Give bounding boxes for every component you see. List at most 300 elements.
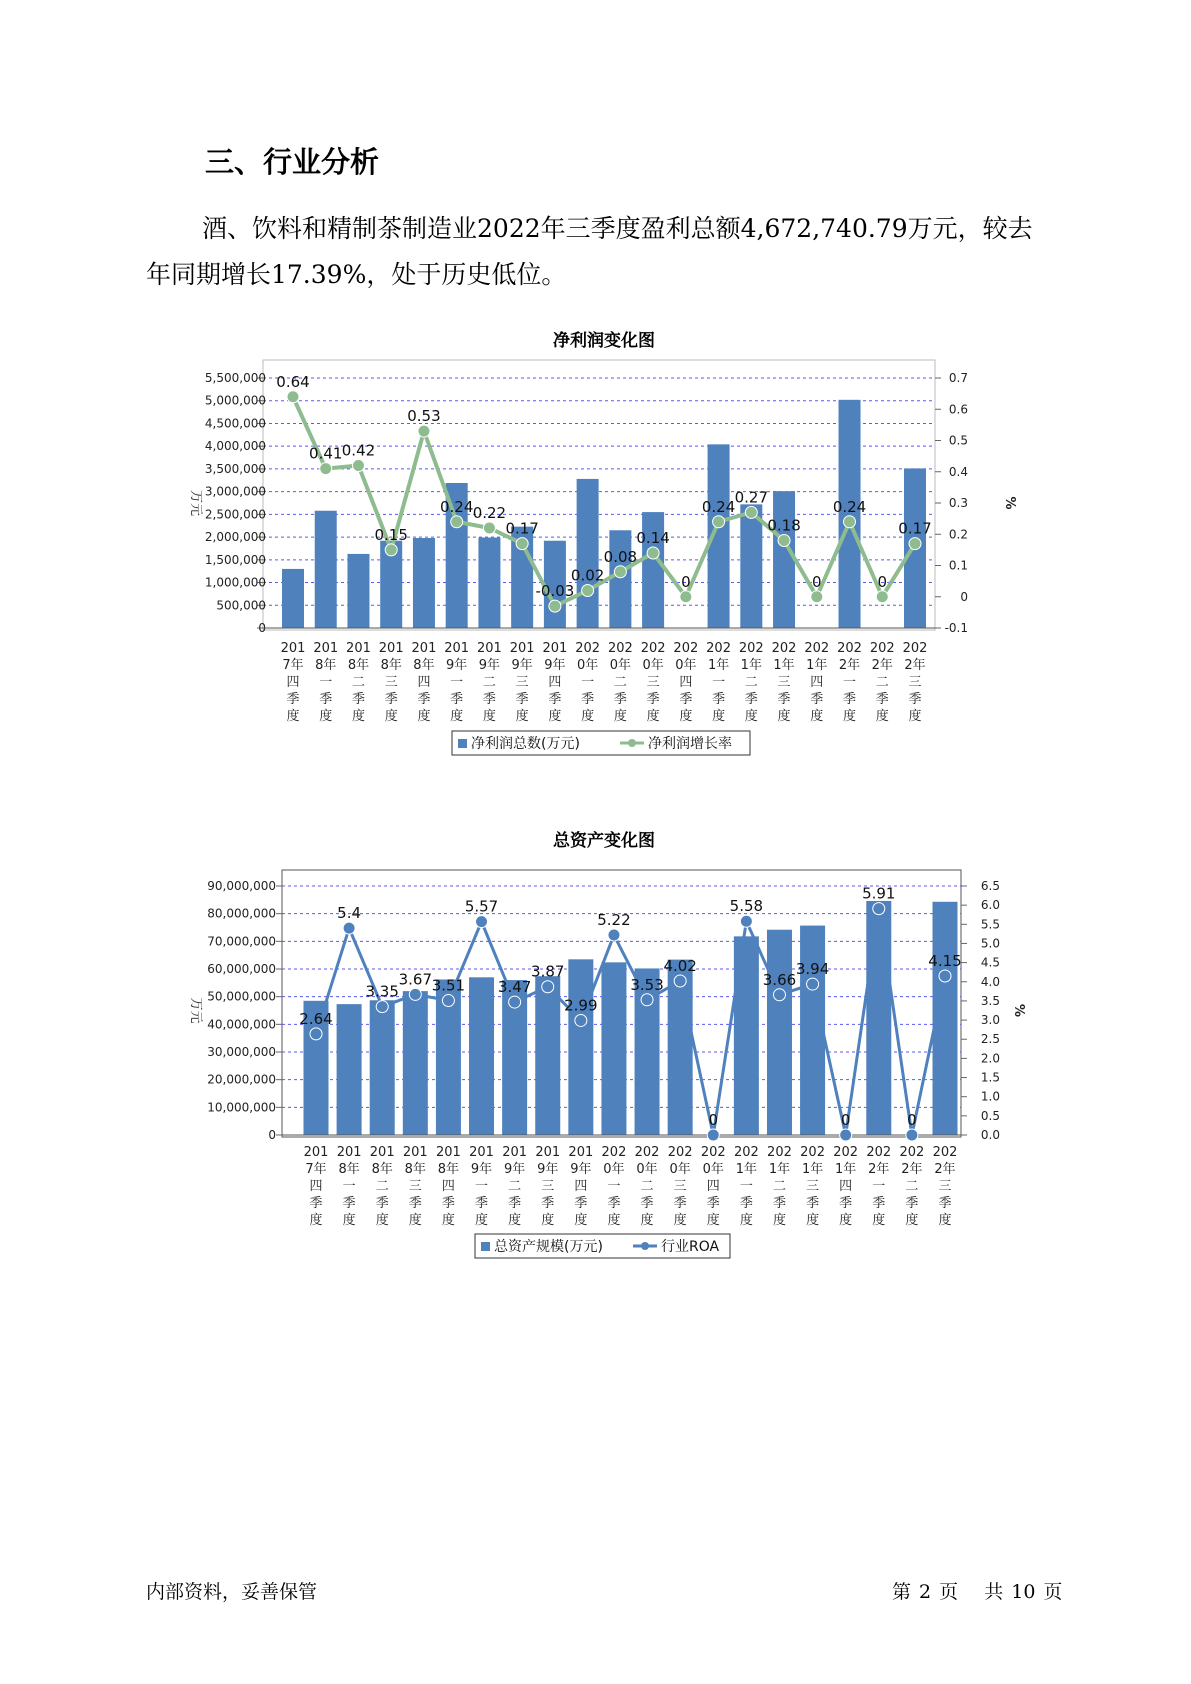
category-label: 202 (833, 1145, 859, 1160)
y2-tick-label: 2.5 (980, 1032, 1000, 1047)
category-label: 201 (542, 641, 568, 656)
y2-tick-label: 0.3 (948, 496, 968, 510)
y-tick-label: 80,000,000 (207, 906, 276, 921)
data-label: 2.64 (299, 1009, 333, 1028)
y-tick-label: 5,000,000 (204, 393, 266, 408)
category-label: 季 (872, 1196, 886, 1211)
category-label: 三 (541, 1179, 555, 1194)
category-label: 季 (839, 1196, 853, 1211)
category-label: 季 (581, 692, 595, 707)
data-label: 5.91 (862, 884, 896, 903)
y-tick-label: 10,000,000 (207, 1100, 276, 1115)
y2-tick-label: 3.0 (980, 1013, 1000, 1028)
data-label: 5.4 (337, 904, 362, 923)
category-label: 0年 (603, 1162, 625, 1177)
page-prefix: 第 (892, 1581, 912, 1603)
category-label: 201 (436, 1145, 461, 1160)
line-marker (906, 1129, 918, 1141)
category-label: 季 (574, 1196, 588, 1211)
category-label: 度 (772, 1213, 786, 1228)
category-label: 度 (640, 1213, 654, 1228)
category-label: 202 (601, 1145, 627, 1160)
category-label: 一 (319, 675, 333, 690)
category-label: 季 (777, 692, 791, 707)
data-label: 0.24 (439, 497, 474, 516)
category-label: 二 (744, 675, 758, 690)
line-marker (840, 1129, 852, 1141)
line-marker (310, 1028, 322, 1040)
category-label: 二 (508, 1179, 522, 1194)
category-label: 季 (810, 692, 824, 707)
category-label: 季 (450, 692, 464, 707)
category-label: 季 (739, 1196, 753, 1211)
line-marker (773, 989, 785, 1001)
data-label: 0.17 (898, 519, 932, 538)
category-label: 三 (806, 1179, 820, 1194)
category-label: 度 (408, 1213, 422, 1228)
data-label: 0 (812, 572, 822, 591)
category-label: 度 (908, 709, 922, 724)
category-label: 季 (875, 692, 889, 707)
category-label: 0年 (636, 1162, 658, 1177)
category-label: 1年 (707, 658, 730, 673)
data-label: -0.03 (535, 582, 575, 601)
y2-tick-label: 3.5 (980, 993, 1000, 1008)
category-label: 201 (568, 1145, 594, 1160)
category-label: 度 (739, 1213, 753, 1228)
data-label: 0 (907, 1111, 917, 1129)
line-marker (542, 981, 554, 993)
y-axis-label: 万元 (188, 997, 203, 1024)
category-label: 度 (646, 709, 660, 724)
category-label: 201 (535, 1145, 561, 1160)
category-label: 四 (441, 1179, 455, 1194)
category-label: 度 (441, 1213, 455, 1228)
category-label: 202 (804, 641, 830, 656)
category-label: 202 (869, 641, 895, 656)
category-label: 二 (905, 1179, 919, 1194)
data-label: 0.42 (341, 441, 376, 460)
category-label: 一 (607, 1179, 621, 1194)
category-label: 一 (843, 675, 857, 690)
category-label: 202 (575, 641, 601, 656)
category-label: 度 (706, 1213, 720, 1228)
category-label: 季 (679, 692, 693, 707)
category-label: 2年 (868, 1162, 890, 1177)
data-label: 0.22 (472, 504, 507, 522)
category-label: 季 (286, 692, 300, 707)
category-label: 二 (875, 675, 889, 690)
category-label: 一 (872, 1179, 886, 1194)
category-label: 度 (375, 1213, 389, 1228)
category-label: 度 (548, 709, 562, 724)
bar (734, 936, 759, 1135)
category-label: 季 (772, 1196, 786, 1211)
data-label: 4.02 (663, 957, 697, 976)
data-label: 3.47 (497, 978, 532, 997)
category-label: 四 (417, 675, 431, 690)
section-heading: 三、行业分析 (205, 145, 380, 179)
category-label: 202 (866, 1145, 892, 1160)
category-label: 季 (938, 1196, 952, 1211)
category-label: 二 (772, 1179, 786, 1194)
category-label: 202 (767, 1145, 792, 1160)
bar (337, 1004, 362, 1135)
category-label: 度 (508, 1213, 522, 1228)
line-marker (608, 929, 620, 941)
footer-page-number (888, 1577, 1066, 1604)
category-label: 202 (771, 641, 797, 656)
category-label: 201 (369, 1145, 395, 1160)
data-label: 2.99 (564, 996, 598, 1015)
line-marker (674, 975, 686, 987)
category-label: 三 (646, 675, 660, 690)
category-label: 1年 (801, 1162, 824, 1177)
category-label: 四 (309, 1179, 323, 1194)
category-label: 二 (613, 675, 627, 690)
category-label: 季 (541, 1196, 555, 1211)
page-num: 2 (919, 1581, 932, 1603)
bar (469, 977, 494, 1135)
legend-line-label: 行业ROA (661, 1239, 720, 1255)
category-label: 201 (402, 1145, 428, 1160)
category-label: 一 (739, 1179, 753, 1194)
category-label: 三 (908, 675, 922, 690)
category-label: 8年 (380, 658, 402, 673)
category-label: 7年 (305, 1162, 327, 1177)
data-label: 0.02 (570, 566, 605, 585)
category-label: 季 (441, 1196, 455, 1211)
data-label: 0.14 (636, 529, 670, 547)
category-label: 202 (607, 641, 633, 656)
y-tick-label: 1,500,000 (204, 552, 266, 567)
category-label: 度 (607, 1213, 621, 1228)
category-label: 1年 (806, 658, 828, 673)
line-marker (939, 970, 951, 982)
y-tick-label: 0 (268, 1128, 276, 1142)
category-label: 季 (342, 1196, 356, 1211)
data-label: 0.08 (603, 547, 638, 566)
category-label: 三 (515, 675, 529, 690)
category-label: 三 (408, 1179, 422, 1194)
data-label: 0.18 (767, 516, 801, 535)
category-label: 202 (899, 1145, 925, 1160)
data-label: 3.51 (431, 976, 466, 995)
line-marker (509, 996, 521, 1008)
category-label: 度 (839, 1213, 853, 1228)
data-label: 4.15 (928, 952, 962, 971)
y-tick-label: 20,000,000 (207, 1072, 276, 1087)
category-label: 2年 (871, 658, 893, 673)
category-label: 度 (806, 1213, 820, 1228)
category-label: 201 (303, 1145, 329, 1160)
category-label: 三 (938, 1179, 952, 1194)
category-label: 四 (574, 1179, 588, 1194)
bar (767, 930, 792, 1135)
category-label: 一 (450, 675, 464, 690)
category-label: 三 (673, 1179, 687, 1194)
category-label: 0年 (576, 658, 599, 673)
y2-tick-label: 5.5 (980, 917, 1000, 932)
category-label: 季 (375, 1196, 389, 1211)
y-tick-label: 90,000,000 (207, 879, 276, 893)
category-label: 季 (607, 1196, 621, 1211)
category-label: 201 (336, 1145, 362, 1160)
category-label: 度 (872, 1213, 886, 1228)
chart1-title: 净利润变化图 (553, 331, 655, 351)
line-marker (442, 995, 454, 1007)
category-label: 202 (733, 1145, 759, 1160)
category-label: 2年 (934, 1162, 956, 1177)
category-label: 201 (280, 641, 306, 656)
page-suffix: 页 (939, 1581, 959, 1603)
category-label: 9年 (470, 1162, 493, 1177)
y2-tick-label: 6.5 (980, 879, 1000, 893)
category-label: 8年 (413, 658, 435, 673)
category-label: 季 (351, 692, 365, 707)
data-label: 3.87 (531, 962, 565, 981)
category-label: 9年 (544, 658, 566, 673)
category-label: 8年 (347, 658, 370, 673)
category-label: 季 (408, 1196, 422, 1211)
line-marker (740, 915, 752, 927)
category-label: 202 (738, 641, 764, 656)
category-label: 度 (712, 709, 726, 724)
category-label: 四 (810, 675, 824, 690)
legend-line-label: 净利润增长率 (648, 736, 732, 752)
category-label: 0年 (669, 1162, 691, 1177)
data-label: 3.53 (630, 975, 664, 994)
legend-bar-swatch (481, 1242, 490, 1251)
line-marker (575, 1014, 587, 1026)
category-label: 季 (515, 692, 529, 707)
category-label: 201 (346, 641, 371, 656)
y-tick-label: 2,000,000 (204, 530, 266, 545)
category-label: 2年 (838, 658, 861, 673)
data-label: 3.35 (365, 982, 399, 1001)
category-label: 度 (309, 1213, 323, 1228)
category-label: 四 (679, 675, 693, 690)
category-label: 8年 (371, 1162, 393, 1177)
category-label: 202 (700, 1145, 726, 1160)
y-tick-label: 60,000,000 (207, 962, 276, 976)
category-label: 0年 (642, 658, 664, 673)
y2-tick-label: 0.0 (980, 1128, 1000, 1142)
category-label: 201 (469, 1145, 494, 1160)
category-label: 0年 (702, 1162, 724, 1177)
chart2-title: 总资产变化图 (553, 831, 655, 851)
category-label: 度 (679, 709, 693, 724)
y-tick-label: 0 (258, 621, 266, 635)
y2-tick-label: 1.5 (980, 1070, 1000, 1085)
category-label: 度 (286, 709, 300, 724)
category-label: 9年 (570, 1162, 592, 1177)
category-label: 度 (384, 709, 398, 724)
category-label: 季 (706, 1196, 720, 1211)
y-tick-label: 70,000,000 (207, 934, 276, 949)
y2-tick-label: 0.1 (948, 558, 968, 573)
legend-bar-label: 总资产规模(万元) (494, 1239, 603, 1255)
y-tick-label: 500,000 (216, 598, 266, 613)
data-label: 5.58 (729, 897, 764, 916)
y-tick-label: 4,000,000 (204, 439, 266, 454)
category-label: 度 (482, 709, 496, 724)
category-label: 201 (509, 641, 535, 656)
bar (403, 991, 428, 1135)
y-tick-label: 3,500,000 (204, 461, 266, 476)
data-label: 0.24 (701, 497, 736, 516)
data-label: 0.17 (505, 519, 539, 538)
category-label: 度 (515, 709, 529, 724)
category-label: 8年 (338, 1162, 360, 1177)
y2-tick-label: 0.6 (948, 402, 968, 417)
category-label: 202 (902, 641, 928, 656)
category-label: 1年 (773, 658, 795, 673)
y-tick-label: 40,000,000 (207, 1017, 276, 1032)
category-label: 202 (837, 641, 862, 656)
data-label: 0 (877, 572, 888, 591)
category-label: 度 (905, 1213, 919, 1228)
category-label: 202 (706, 641, 731, 656)
category-label: 四 (286, 675, 300, 690)
y-tick-label: 2,500,000 (204, 507, 266, 522)
category-label: 202 (673, 641, 699, 656)
y2-tick-label: 0.2 (948, 527, 968, 542)
category-label: 度 (938, 1213, 952, 1228)
category-label: 二 (351, 675, 365, 690)
category-label: 一 (712, 675, 726, 690)
category-label: 三 (384, 675, 398, 690)
data-label: 0.41 (309, 444, 343, 463)
category-label: 2年 (904, 658, 926, 673)
category-label: 0年 (609, 658, 632, 673)
legend-bar-label: 净利润总数(万元) (471, 736, 580, 752)
category-label: 0年 (675, 658, 697, 673)
y2-tick-label: 0.4 (948, 464, 968, 479)
y2-tick-label: 2.0 (980, 1051, 1000, 1066)
category-label: 1年 (835, 1162, 857, 1177)
category-label: 季 (673, 1196, 687, 1211)
category-label: 8年 (437, 1162, 460, 1177)
line-marker (476, 916, 488, 928)
category-label: 季 (309, 1196, 323, 1211)
category-label: 201 (444, 641, 470, 656)
category-label: 201 (502, 1145, 528, 1160)
data-label: 3.67 (398, 970, 433, 989)
line-marker (707, 1129, 719, 1141)
y2-tick-label: 0.7 (948, 371, 968, 385)
y-tick-label: 1,000,000 (204, 575, 266, 590)
category-label: 三 (777, 675, 791, 690)
data-label: 0 (681, 572, 691, 591)
category-label: 9年 (478, 658, 501, 673)
category-label: 一 (342, 1179, 356, 1194)
category-label: 季 (319, 692, 333, 707)
category-label: 季 (843, 692, 857, 707)
total-suffix: 页 (1043, 1581, 1063, 1603)
category-label: 度 (417, 709, 431, 724)
category-label: 二 (640, 1179, 654, 1194)
category-label: 202 (932, 1145, 958, 1160)
bar (866, 901, 891, 1135)
data-label: 5.22 (597, 911, 631, 930)
data-label: 0.64 (276, 372, 310, 391)
y2-tick-label: 6.0 (980, 898, 1000, 913)
category-label: 1年 (768, 1162, 791, 1177)
category-label: 四 (839, 1179, 853, 1194)
category-label: 度 (581, 709, 595, 724)
category-label: 季 (712, 692, 726, 707)
category-label: 季 (482, 692, 496, 707)
category-label: 201 (477, 641, 502, 656)
category-label: 8年 (404, 1162, 426, 1177)
y-axis-label: 万元 (188, 489, 203, 517)
category-label: 度 (342, 1213, 356, 1228)
category-label: 202 (640, 641, 666, 656)
category-label: 度 (673, 1213, 687, 1228)
category-label: 1年 (735, 1162, 758, 1177)
category-label: 季 (613, 692, 627, 707)
legend-line-marker (641, 1242, 649, 1250)
category-label: 季 (806, 1196, 820, 1211)
category-label: 度 (351, 709, 365, 724)
category-label: 度 (843, 709, 857, 724)
category-label: 度 (319, 709, 333, 724)
y2-tick-label: 0.5 (948, 433, 968, 448)
line-marker (807, 978, 819, 990)
y-tick-label: 3,000,000 (204, 484, 266, 499)
line-marker (641, 994, 653, 1006)
category-label: 二 (482, 675, 496, 690)
category-label: 9年 (446, 658, 468, 673)
y-tick-label: 4,500,000 (204, 416, 266, 431)
category-label: 9年 (537, 1162, 559, 1177)
category-label: 度 (475, 1213, 489, 1228)
category-label: 二 (375, 1179, 389, 1194)
y2-tick-label: 0.5 (980, 1108, 1000, 1123)
data-label: 5.57 (464, 897, 499, 916)
category-label: 度 (875, 709, 889, 724)
y2-tick-label: 4.0 (980, 974, 1000, 989)
data-label: 0.53 (407, 407, 441, 426)
category-label: 8年 (315, 658, 337, 673)
category-label: 度 (777, 709, 791, 724)
y2-axis-label: % (1011, 1003, 1026, 1018)
category-label: 201 (378, 641, 404, 656)
data-label: 0.27 (734, 488, 769, 507)
category-label: 度 (613, 709, 627, 724)
category-label: 度 (810, 709, 824, 724)
total-prefix: 共 (984, 1581, 1004, 1603)
y2-tick-label: 5.0 (980, 936, 1000, 951)
category-label: 季 (475, 1196, 489, 1211)
data-label: 3.94 (795, 960, 830, 979)
bar (535, 976, 560, 1135)
category-label: 季 (384, 692, 398, 707)
category-label: 1年 (740, 658, 762, 673)
y2-axis-label: % (1002, 496, 1017, 510)
category-label: 四 (706, 1179, 720, 1194)
category-label: 季 (417, 692, 431, 707)
y-tick-label: 30,000,000 (207, 1045, 276, 1059)
y2-tick-label: 0 (960, 589, 968, 604)
category-label: 季 (908, 692, 922, 707)
category-label: 四 (548, 675, 562, 690)
category-label: 202 (667, 1145, 693, 1160)
footer-confidential: 内部资料，妥善保管 (146, 1581, 318, 1603)
category-label: 7年 (282, 658, 304, 673)
data-label: 0.24 (832, 497, 867, 516)
